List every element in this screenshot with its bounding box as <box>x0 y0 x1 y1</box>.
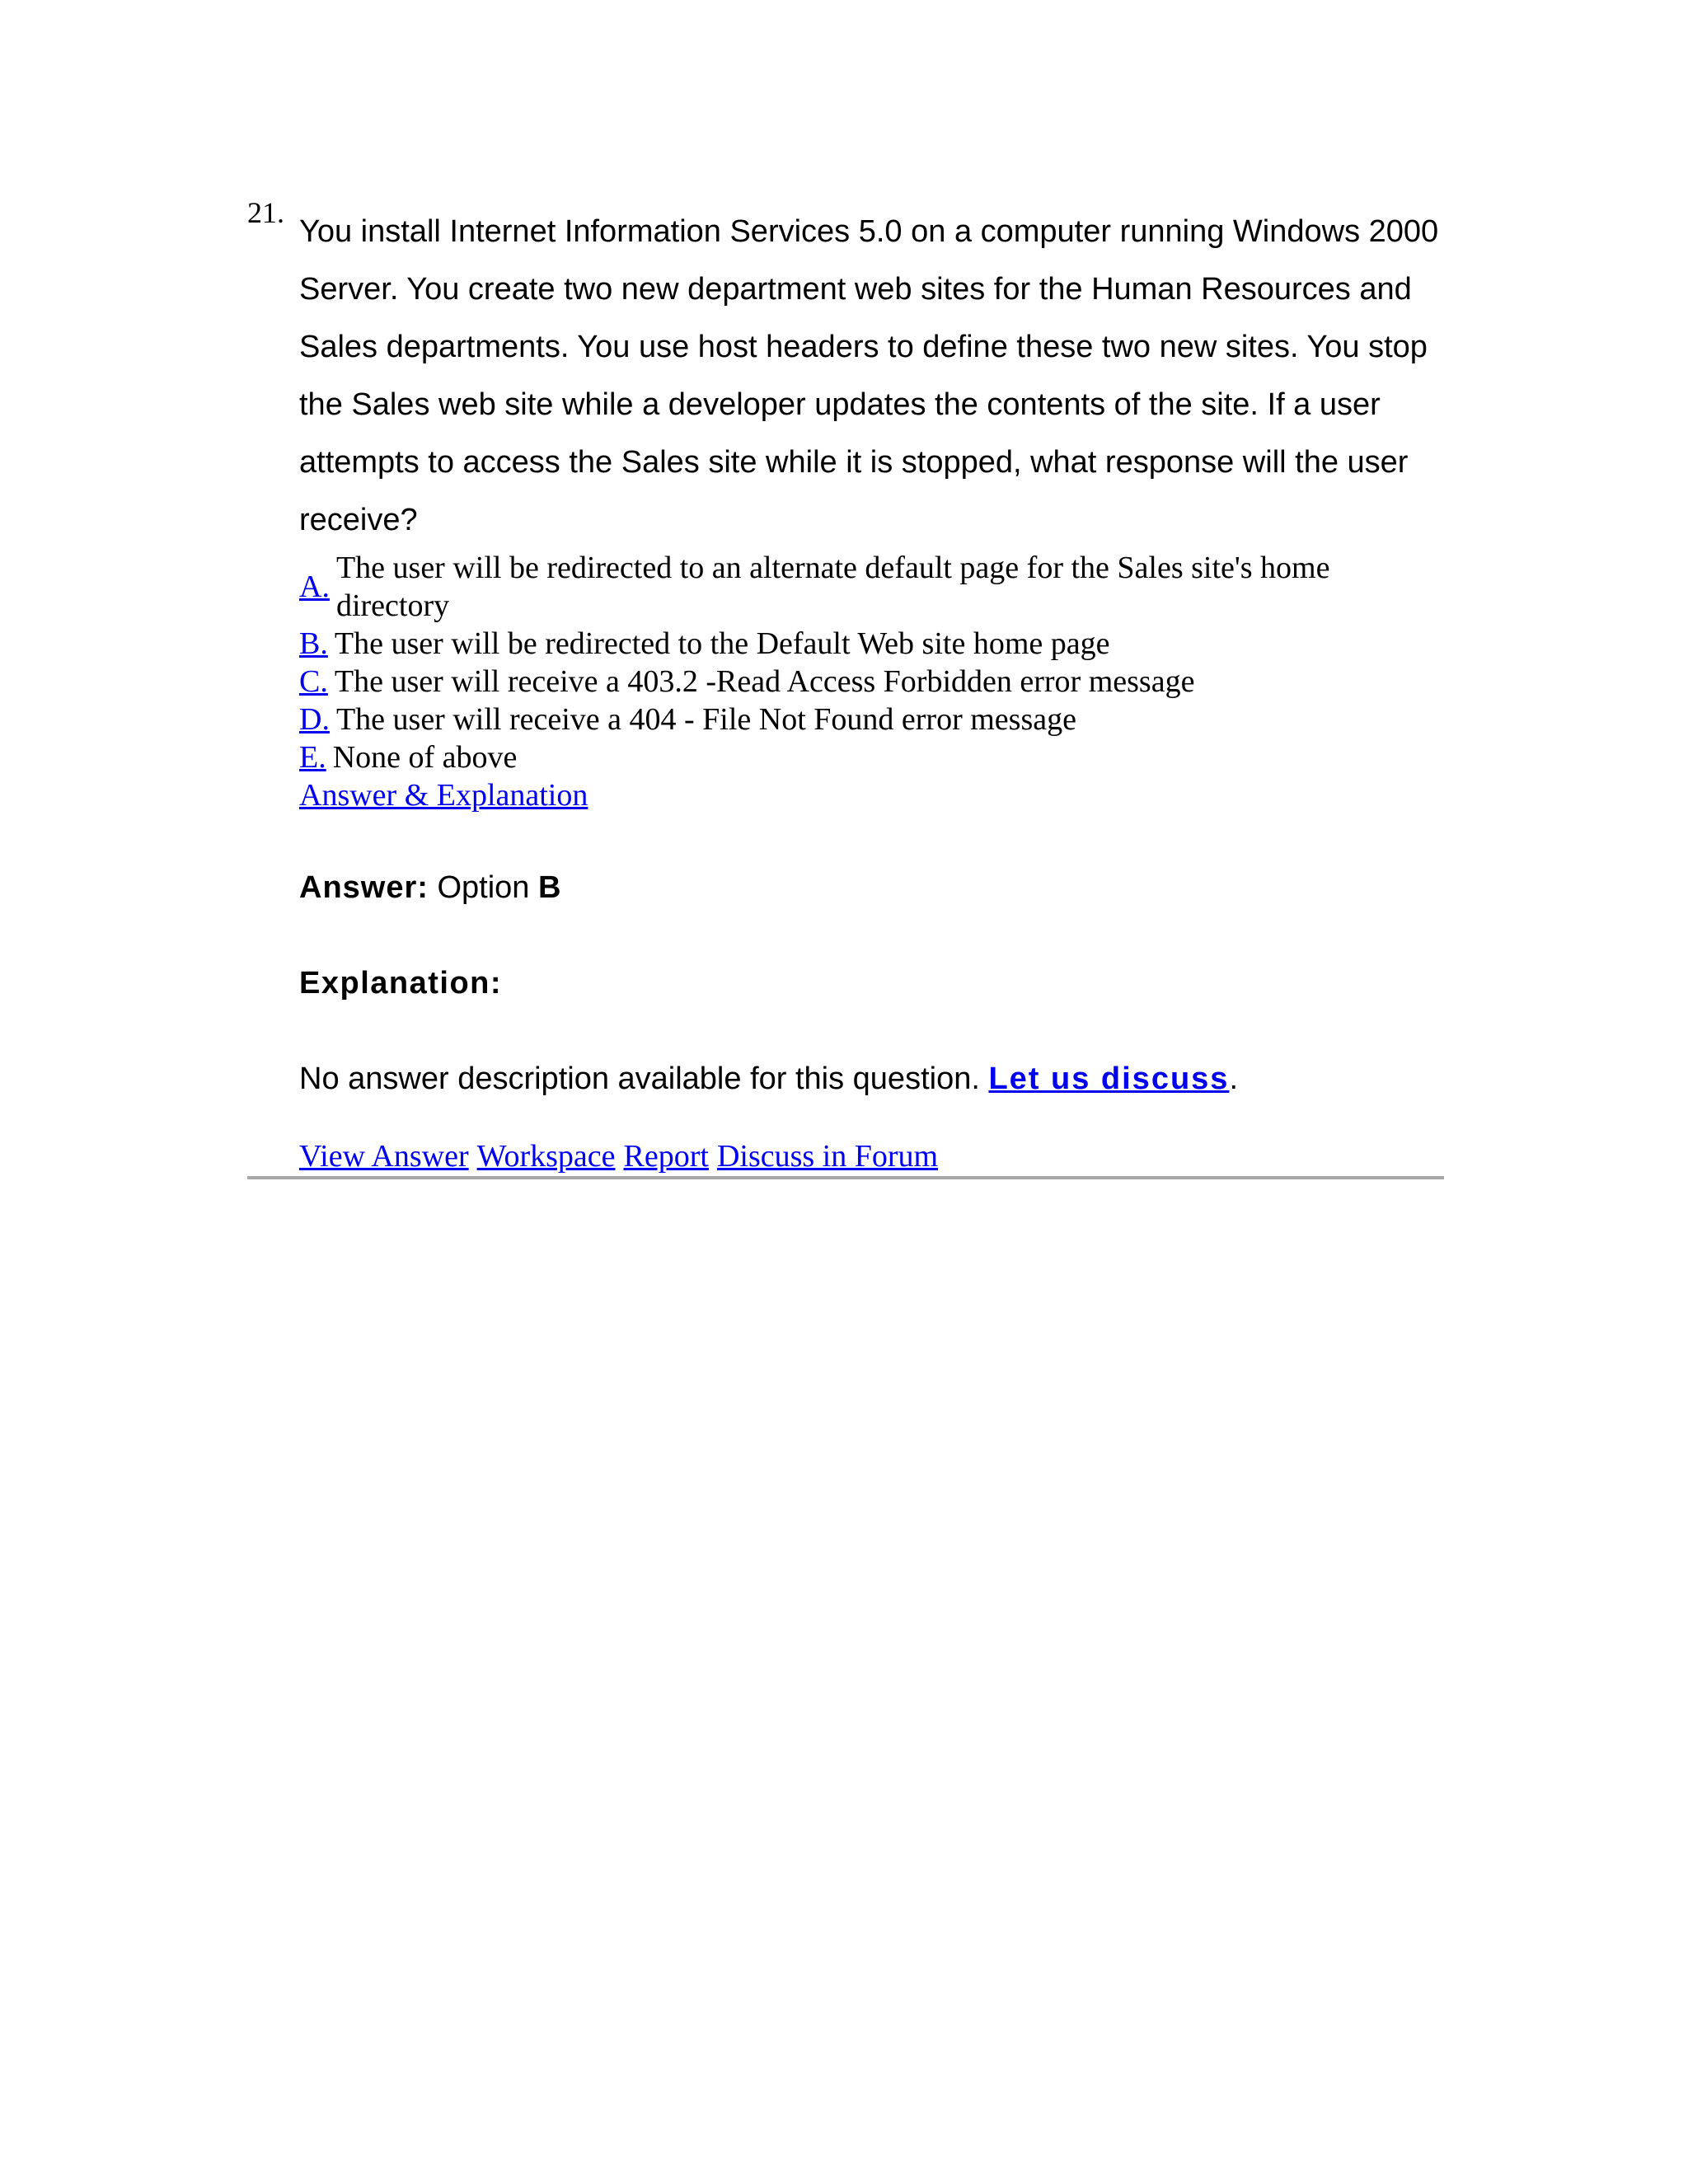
explanation-body: No answer description available for this question. <box>299 1062 989 1096</box>
option-c-link[interactable]: C. <box>299 664 328 699</box>
view-answer-link[interactable]: View Answer <box>299 1139 469 1174</box>
option-b-link[interactable]: B. <box>299 626 328 661</box>
option-a <box>299 549 1442 625</box>
explanation-trailing: . <box>1229 1062 1238 1096</box>
option-d-link[interactable]: D. <box>299 702 330 737</box>
report-link[interactable]: Report <box>623 1139 709 1174</box>
option-d-text: The user will receive a 404 - File Not Found error message <box>335 702 1076 737</box>
option-e <box>299 738 1442 776</box>
answer-explanation-link[interactable]: Answer & Explanation <box>299 778 588 813</box>
question-text: You install Internet Information Services 5.0 on a computer running Windows 2000 Server. You create two new department web sites for the Human Resources and Sales departments. You use host headers to define these two new sites. You stop the Sales web site while a developer updates the contents of the site. If a user attempts to access the Sales site while it is stopped, what response will the user receive? <box>299 214 1439 537</box>
footer-links <box>299 1137 1442 1175</box>
discuss-in-forum-link[interactable]: Discuss in Forum <box>716 1139 939 1174</box>
answer-line <box>299 869 1442 907</box>
let-us-discuss-link[interactable]: Let us discuss <box>988 1062 1230 1096</box>
option-e-text: None of above <box>332 740 518 775</box>
option-e-link[interactable]: E. <box>299 740 326 775</box>
option-b-text: The user will be redirected to the Default Web site home page <box>334 626 1110 661</box>
explanation-text <box>299 1060 1442 1098</box>
options-list <box>299 549 1442 776</box>
question-block <box>247 198 1442 1175</box>
answer-label: Answer: <box>299 870 429 905</box>
option-c <box>299 663 1442 701</box>
option-d <box>299 701 1442 738</box>
question-body <box>299 198 1442 1175</box>
option-b <box>299 625 1442 663</box>
option-a-link[interactable]: A. <box>299 569 330 604</box>
workspace-link[interactable]: Workspace <box>476 1139 616 1174</box>
answer-value: B <box>538 870 561 905</box>
divider <box>247 1176 1444 1179</box>
answer-prefix: Option <box>437 870 539 905</box>
option-c-text: The user will receive a 403.2 -Read Access Forbidden error message <box>334 664 1195 699</box>
option-a-text: The user will be redirected to an alternate default page for the Sales site's home directory <box>335 551 1330 623</box>
explanation-title: Explanation: <box>299 966 503 1001</box>
question-number: 21. <box>247 196 284 229</box>
